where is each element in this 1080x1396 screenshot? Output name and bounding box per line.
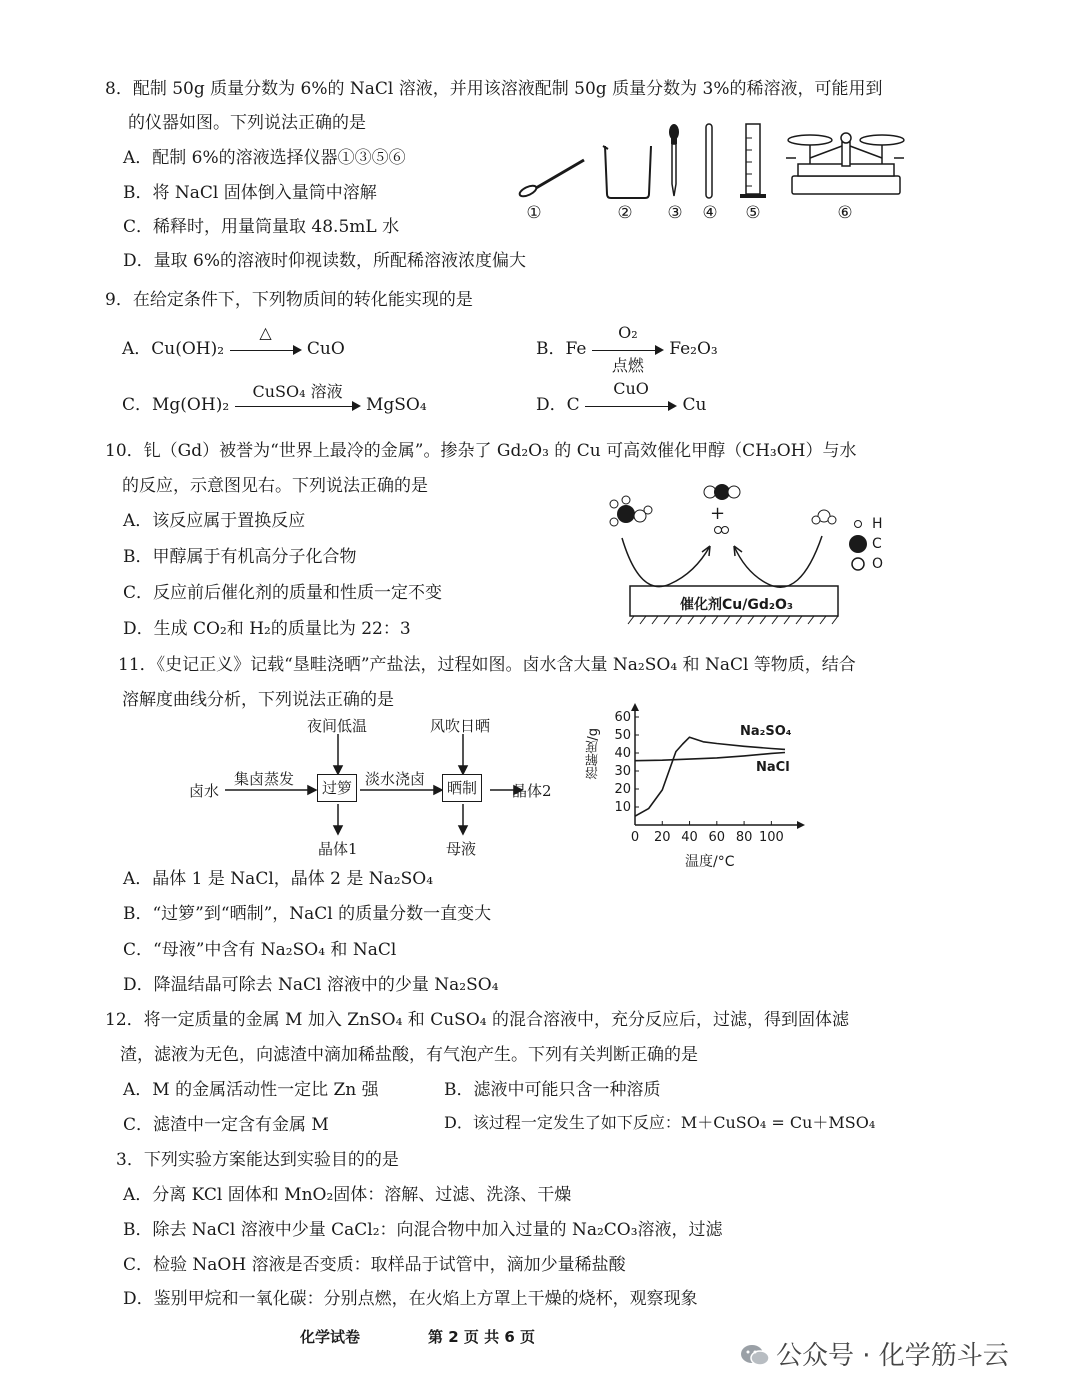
x-tick-label: 20	[653, 830, 671, 845]
chart-series	[635, 737, 785, 816]
q9-b-reactant: Fe	[565, 339, 587, 359]
instrument-label-2: ②	[617, 203, 633, 223]
instrument-label-6: ⑥	[837, 203, 853, 223]
graduated-cylinder-icon	[740, 124, 766, 198]
watermark-text: 公众号 · 化学筋斗云	[776, 1341, 1009, 1371]
q11-option-a: A．晶体 1 是 NaCl，晶体 2 是 Na₂SO₄	[123, 869, 434, 889]
legend-h-label: H	[872, 516, 883, 532]
q9-option-c	[122, 381, 427, 415]
x-axis-arrow	[797, 821, 805, 829]
dropper-icon	[669, 124, 679, 196]
x-tick-label: 40	[681, 830, 698, 845]
glass-rod-icon	[706, 124, 712, 198]
q9-a-condition: △	[259, 322, 272, 342]
beaker-icon	[603, 146, 651, 198]
balance-scale-icon	[786, 133, 904, 194]
q12-option-b: B．滤液中可能只含一种溶质	[444, 1080, 661, 1100]
q9-b-arrow	[592, 322, 664, 375]
q12-option-c: C．滤渣中一定含有金属 M	[123, 1115, 329, 1135]
chart-x-axis-label: 温度/°C	[685, 854, 735, 870]
legend-c-icon	[849, 535, 867, 553]
q13-option-c: C．检验 NaOH 溶液是否变质：取样品于试管中，滴加少量稀盐酸	[123, 1255, 626, 1275]
methanol-molecule-icon	[610, 496, 652, 526]
q8-option-a: A．配制 6%的溶液选择仪器①③⑤⑥	[123, 148, 406, 168]
q9-c-reactant: Mg(OH)₂	[152, 395, 230, 415]
instrument-label-1: ①	[526, 203, 542, 223]
q9-c-arrow	[235, 381, 361, 415]
legend-o-label: O	[872, 556, 884, 572]
q13-option-b: B．除去 NaCl 溶液中少量 CaCl₂：向混合物中加入过量的 Na₂CO₃溶液，过滤	[123, 1220, 723, 1240]
legend-c-label: C	[872, 536, 882, 552]
footer-subject: 化学试卷	[300, 1328, 361, 1346]
y-tick-label: 20	[614, 782, 631, 797]
q11-stem-line2: 溶解度曲线分析，下列说法正确的是	[122, 690, 394, 710]
y-axis-arrow	[631, 703, 639, 711]
series-label-na2so4: Na₂SO₄	[740, 724, 792, 739]
catalyst-label: 催化剂Cu/Gd₂O₃	[680, 597, 794, 613]
catalyst-reaction-diagram	[600, 478, 900, 638]
q13-stem: 3．下列实验方案能达到实验目的的是	[116, 1150, 399, 1170]
carbon-dioxide-molecule-icon	[704, 484, 740, 500]
q9-a-product: CuO	[306, 339, 345, 359]
flow-box-sun-dry: 晒制	[442, 774, 482, 802]
y-tick-label: 60	[614, 710, 631, 725]
q9-b-product: Fe₂O₃	[669, 339, 718, 359]
q9-c-product: MgSO₄	[365, 395, 427, 415]
flow-bottom1-label: 晶体1	[318, 840, 358, 858]
q9-option-d	[536, 378, 707, 415]
q9-d-letter: D．	[536, 395, 567, 415]
chart-y-axis-label: 溶解度/g	[586, 728, 601, 780]
q9-stem: 9．在给定条件下，下列物质间的转化能实现的是	[105, 290, 473, 310]
q9-c-letter: C．	[122, 395, 153, 415]
watermark	[740, 1335, 1009, 1372]
q9-option-b	[536, 322, 718, 375]
q9-option-a	[122, 322, 345, 359]
wechat-icon	[740, 1343, 770, 1367]
flow-box-filter: 过箩	[317, 774, 357, 802]
q10-option-d: D．生成 CO₂和 H₂的质量比为 22：3	[123, 619, 411, 639]
q9-d-product: Cu	[682, 395, 707, 415]
medicine-spoon-icon	[518, 160, 584, 198]
q9-d-condition: CuO	[613, 378, 649, 398]
q12-option-d: D．该过程一定发生了如下反应：M＋CuSO₄ = Cu＋MSO₄	[444, 1113, 876, 1132]
q10-option-a: A．该反应属于置换反应	[123, 511, 306, 531]
y-tick-label: 40	[614, 746, 631, 761]
q11-option-c: C．“母液”中含有 Na₂SO₄ 和 NaCl	[123, 940, 397, 960]
q8-option-c: C．稀释时，用量筒量取 48.5mL 水	[123, 217, 400, 237]
q12-stem-line1: 12．将一定质量的金属 M 加入 ZnSO₄ 和 CuSO₄ 的混合溶液中，充分反应后，过滤，得到固体滤	[105, 1010, 849, 1030]
series-label-nacl: NaCl	[756, 760, 790, 775]
q10-stem-line1: 10．钆（Gd）被誉为“世界上最冷的金属”。掺杂了 Gd₂O₃ 的 Cu 可高效催化甲醇（CH₃OH）与水	[105, 441, 857, 461]
q10-stem-line2: 的反应，示意图见右。下列说法正确的是	[122, 476, 428, 496]
series-line-na2so4	[635, 737, 785, 816]
q8-stem-line2: 的仪器如图。下列说法正确的是	[128, 113, 366, 133]
q9-c-condition: CuSO₄ 溶液	[252, 381, 343, 401]
x-tick-label: 80	[735, 830, 753, 845]
q8-option-d: D．量取 6%的溶液时仰视读数，所配稀溶液浓度偏大	[123, 251, 527, 271]
q8-option-b: B．将 NaCl 固体倒入量筒中溶解	[123, 183, 377, 203]
q10-option-c: C．反应前后催化剂的质量和性质一定不变	[123, 583, 443, 603]
q9-b-condition-above: O₂	[618, 322, 638, 342]
y-tick-label: 30	[614, 764, 631, 779]
reaction-plus-sign: +	[710, 503, 726, 524]
q13-option-d: D．鉴别甲烷和一氧化碳：分别点燃，在火焰上方罩上干燥的烧杯，观察现象	[123, 1289, 698, 1309]
hydrogen-molecule-icon	[715, 527, 729, 534]
instrument-label-5: ⑤	[745, 203, 761, 223]
flow-start-brine: 卤水	[189, 782, 220, 800]
q12-stem-line2: 渣，滤液为无色，向滤渣中滴加稀盐酸，有气泡产生。下列有关判断正确的是	[120, 1045, 698, 1065]
q9-d-reactant: C	[566, 395, 580, 415]
flow-step2-label: 淡水浇卤	[365, 770, 426, 788]
instrument-label-3: ③	[667, 203, 683, 223]
q11-option-b: B．“过箩”到“晒制”，NaCl 的质量分数一直变大	[123, 904, 492, 924]
x-tick-label: 0	[630, 830, 640, 845]
flow-top1-label: 夜间低温	[307, 717, 368, 735]
instrument-label-4: ④	[702, 203, 718, 223]
footer-page-number: 第 2 页 共 6 页	[428, 1328, 535, 1346]
q9-b-condition-below: 点燃	[611, 355, 644, 375]
q13-option-a: A．分离 KCl 固体和 MnO₂固体：溶解、过滤、洗涤、干燥	[123, 1185, 572, 1205]
q9-a-arrow	[230, 322, 302, 359]
q10-option-b: B．甲醇属于有机高分子化合物	[123, 547, 357, 567]
flow-bottom2-label: 母液	[446, 840, 477, 858]
q12-option-a: A．M 的金属活动性一定比 Zn 强	[123, 1080, 379, 1100]
flow-step1-label: 集卤蒸发	[234, 770, 295, 788]
legend-h-icon	[855, 521, 862, 528]
q9-d-arrow	[585, 378, 677, 415]
q9-b-letter: B．	[536, 339, 566, 359]
legend-o-icon	[852, 558, 864, 570]
flow-end-label: 晶体2	[512, 782, 552, 800]
x-tick-label: 100	[758, 830, 784, 845]
x-tick-label: 60	[708, 830, 726, 845]
q9-a-letter: A．	[122, 339, 152, 359]
q9-a-reactant: Cu(OH)₂	[151, 339, 225, 359]
flow-top2-label: 风吹日晒	[430, 717, 491, 735]
q8-stem-line1: 8．配制 50g 质量分数为 6%的 NaCl 溶液，并用该溶液配制 50g 质量分数为 3%的稀溶液，可能用到	[105, 79, 883, 99]
y-tick-label: 10	[614, 800, 631, 815]
water-molecule-icon	[812, 510, 836, 524]
q11-option-d: D．降温结晶可除去 NaCl 溶液中的少量 Na₂SO₄	[123, 975, 499, 995]
q11-stem-line1: 11．《史记正义》记载“垦畦浇晒”产盐法，过程如图。卤水含大量 Na₂SO₄ 和 NaCl 等物质，结合	[118, 655, 856, 675]
y-tick-label: 50	[614, 728, 631, 743]
